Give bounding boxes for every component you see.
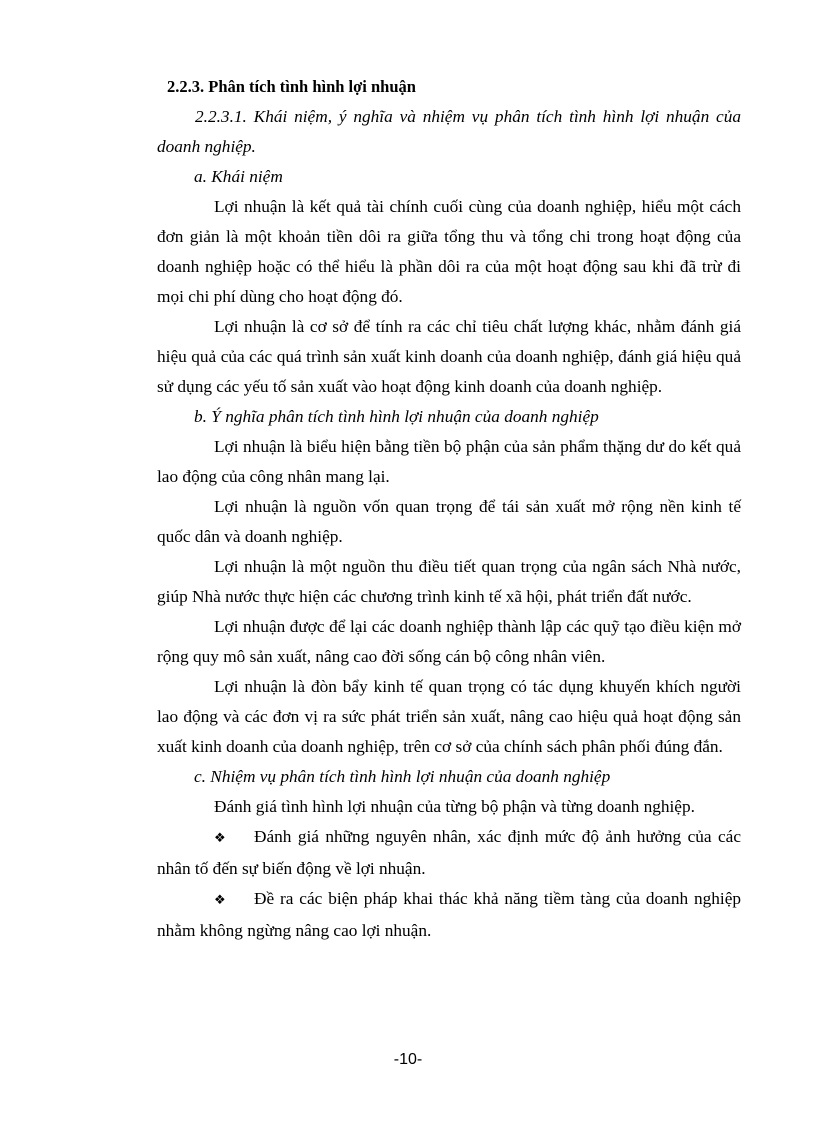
tasks-bullet-2 bbox=[157, 884, 741, 946]
diamond-bullet-icon: ❖ bbox=[214, 893, 226, 908]
meaning-heading: b. Ý nghĩa phân tích tình hình lợi nhuận của doanh nghiệp bbox=[194, 407, 599, 426]
concept-heading: a. Khái niệm bbox=[194, 167, 283, 186]
meaning-paragraph-4: Lợi nhuận được để lại các doanh nghiệp thành lập các quỹ tạo điều kiện mở rộng quy mô sản xuất, nâng cao đời sống cán bộ công nhân viên. bbox=[157, 617, 741, 666]
concept-paragraph-1: Lợi nhuận là kết quả tài chính cuối cùng của doanh nghiệp, hiểu một cách đơn giản là một khoản tiền dôi ra giữa tổng thu và tổng chi trong hoạt động của doanh nghiệp hoặc có thể hiểu là phần dôi ra của một hoạt động sau khi đã trừ đi mọi chi phí dùng cho hoạt động đó. bbox=[157, 197, 741, 306]
tasks-bullet-1 bbox=[157, 822, 741, 884]
meaning-paragraph-2: Lợi nhuận là nguồn vốn quan trọng để tái sản xuất mở rộng nền kinh tế quốc dân và doanh nghiệp. bbox=[157, 497, 741, 546]
tasks-heading: c. Nhiệm vụ phân tích tình hình lợi nhuận của doanh nghiệp bbox=[194, 767, 611, 786]
diamond-bullet-icon: ❖ bbox=[214, 831, 226, 846]
meaning-paragraph-3: Lợi nhuận là một nguồn thu điều tiết quan trọng của ngân sách Nhà nước, giúp Nhà nước thực hiện các chương trình kinh tế xã hội, phát triển đất nước. bbox=[157, 557, 741, 606]
concept-paragraph-2: Lợi nhuận là cơ sở để tính ra các chỉ tiêu chất lượng khác, nhằm đánh giá hiệu quả của các quá trình sản xuất kinh doanh của doanh nghiệp, đánh giá hiệu quả sử dụng các yếu tố sản xuất vào hoạt động kinh doanh của doanh nghiệp. bbox=[157, 317, 741, 396]
document-page bbox=[157, 72, 741, 946]
subsection-heading: 2.2.3.1. Khái niệm, ý nghĩa và nhiệm vụ phân tích tình hình lợi nhuận của doanh nghiệp. bbox=[157, 107, 741, 156]
page-number: -10- bbox=[393, 1051, 423, 1068]
tasks-bullet-text: Đánh giá những nguyên nhân, xác định mức độ ảnh hưởng của các nhân tố đến sự biến động về lợi nhuận. bbox=[157, 827, 741, 878]
meaning-paragraph-5: Lợi nhuận là đòn bẩy kinh tế quan trọng có tác dụng khuyến khích người lao động và các đơn vị ra sức phát triển sản xuất, nâng cao hiệu quả hoạt động sản xuất kinh doanh của doanh nghiệp, trên cơ sở của chính sách phân phối đúng đắn. bbox=[157, 677, 741, 756]
tasks-bullet-text: Đề ra các biện pháp khai thác khả năng tiềm tàng của doanh nghiệp nhằm không ngừng nâng cao lợi nhuận. bbox=[157, 889, 741, 940]
meaning-paragraph-1: Lợi nhuận là biểu hiện bằng tiền bộ phận của sản phẩm thặng dư do kết quả lao động của công nhân mang lại. bbox=[157, 437, 741, 486]
section-heading: 2.2.3. Phân tích tình hình lợi nhuận bbox=[167, 77, 416, 96]
tasks-intro: Đánh giá tình hình lợi nhuận của từng bộ phận và từng doanh nghiệp. bbox=[214, 797, 695, 816]
